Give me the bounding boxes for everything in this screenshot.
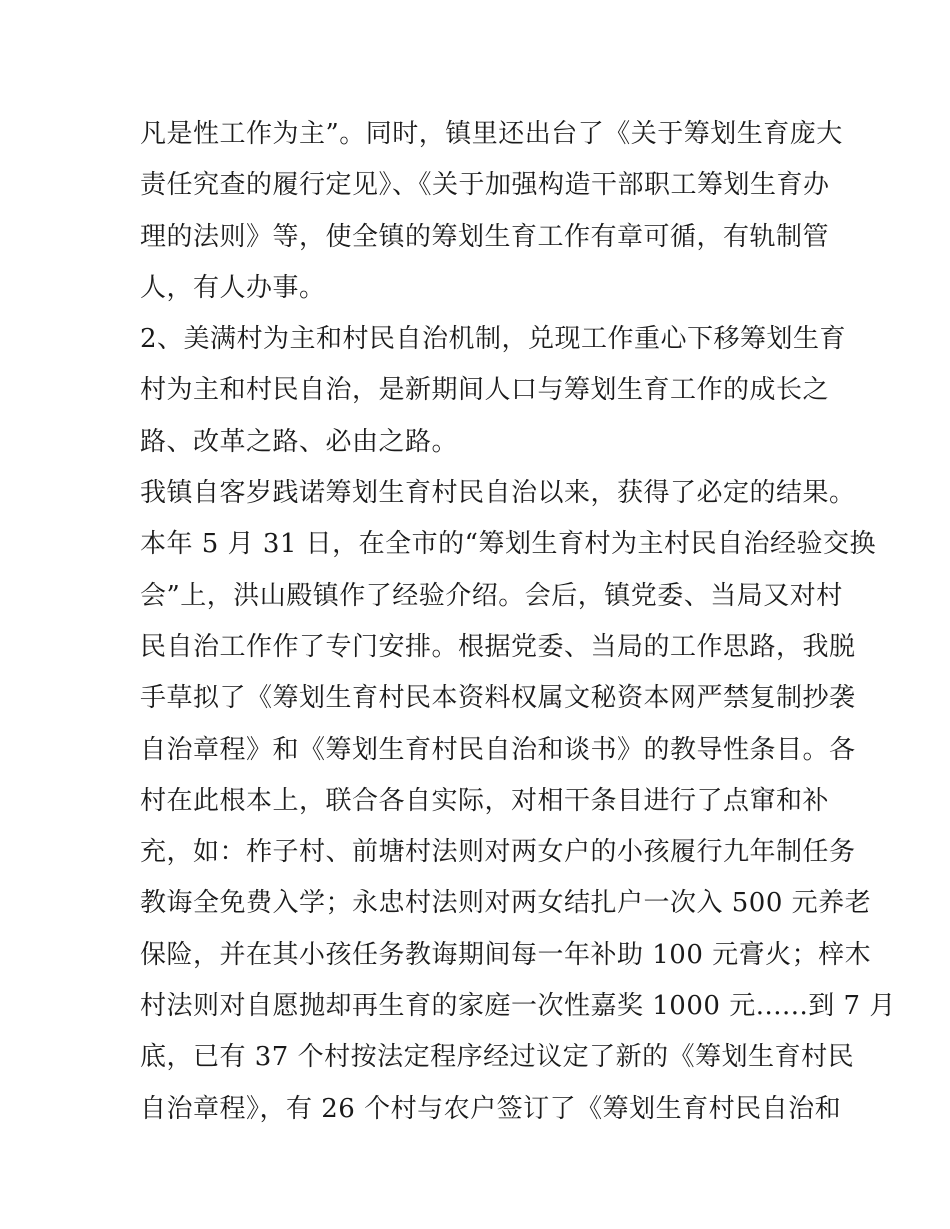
text-line: 充，如：柞子村、前塘村法则对两女户的小孩履行九年制任务	[140, 837, 856, 868]
text-line: 教诲全免费入学；永忠村法则对两女结扎户一次入 500 元养老	[140, 888, 872, 919]
text-line: 自治章程》和《筹划生育村民自治和谈书》的教导性条目。各	[140, 734, 856, 765]
text-line: 本年 5 月 31 日，在全市的“筹划生育村为主村民自治经验交换	[140, 529, 876, 560]
text-line: 手草拟了《筹划生育村民本资料权属文秘资本网严禁复制抄袭	[140, 683, 856, 714]
text-line: 民自治工作作了专门安排。根据党委、当局的工作思路，我脱	[140, 631, 856, 662]
text-line: 理的法则》等，使全镇的筹划生育工作有章可循，有轨制管	[140, 221, 830, 252]
text-line: 村为主和村民自治，是新期间人口与筹划生育工作的成长之	[140, 375, 830, 406]
text-line: 村法则对自愿抛却再生育的家庭一次性嘉奖 1000 元......到 7 月	[140, 991, 896, 1022]
text-line: 村在此根本上，联合各自实际，对相干条目进行了点窜和补	[140, 785, 830, 816]
text-line: 人，有人办事。	[140, 272, 326, 303]
text-line: 保险，并在其小孩任务教诲期间每一年补助 100 元膏火；梓木	[140, 939, 872, 970]
text-line: 自治章程》，有 26 个村与农户签订了《筹划生育村民自治和	[140, 1093, 842, 1124]
text-line: 会”上，洪山殿镇作了经验介绍。会后，镇党委、当局又对村	[140, 580, 843, 611]
text-line: 凡是性工作为主”。同时，镇里还出台了《关于筹划生育庞大	[140, 119, 843, 149]
text-line: 责任究查的履行定见》、《关于加强构造干部职工筹划生育办	[140, 170, 830, 201]
text-line: 我镇自客岁践诺筹划生育村民自治以来，获得了必定的结果。	[140, 478, 856, 509]
section-heading-line: 2、美满村为主和村民自治机制，兑现工作重心下移筹划生育	[140, 324, 847, 355]
text-line: 路、改革之路、必由之路。	[140, 426, 459, 457]
text-line: 底，已有 37 个村按法定程序经过议定了新的《筹划生育村民	[140, 1042, 855, 1073]
body-text	[140, 109, 896, 1135]
